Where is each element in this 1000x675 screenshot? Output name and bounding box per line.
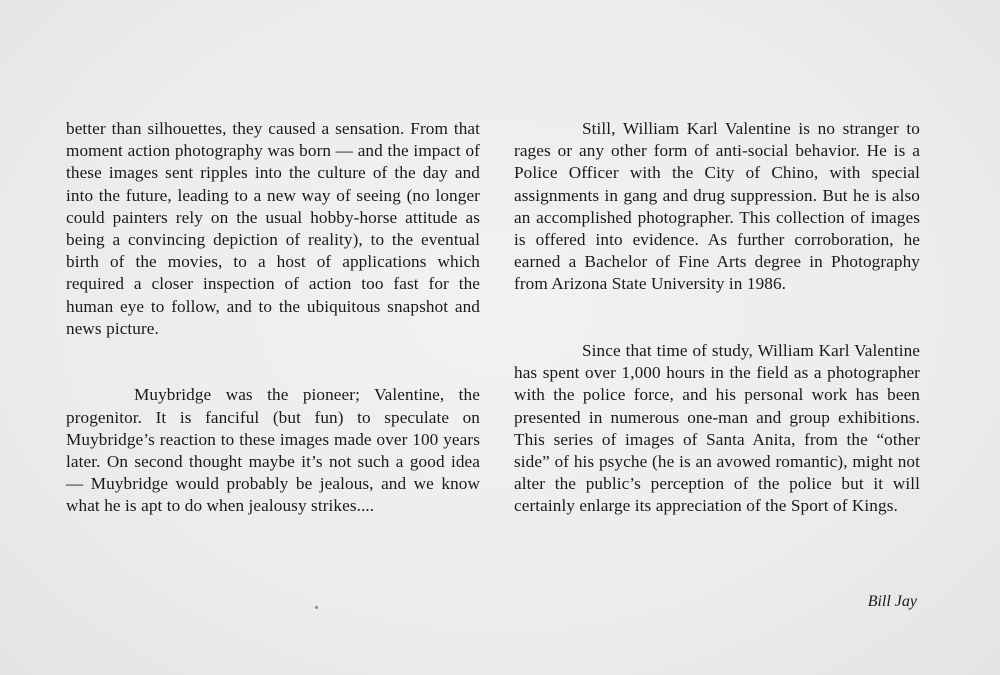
paragraph-gap bbox=[514, 318, 920, 340]
paragraph-gap bbox=[66, 362, 480, 384]
right-paragraph-1: Still, William Karl Valentine is no stranger to rages or any other form of anti-social behavior. He is a Police Officer with the City of Chino, with special assignments in gang and drug suppression. But he is also an accomplished photographer. This collection of images is offered into evidence. As further corroboration, he earned a Bachelor of Fine Arts degree in Photography from Arizona State University in 1986. bbox=[514, 119, 920, 294]
paragraph-gap bbox=[514, 296, 920, 318]
paragraph-gap bbox=[66, 340, 480, 362]
paper-speck bbox=[315, 606, 318, 609]
author-signature: Bill Jay bbox=[867, 593, 917, 610]
right-text-column bbox=[514, 118, 920, 518]
left-paragraph-1: better than silhouettes, they caused a sensation. From that moment action photography was born — and the impact of these images sent ripples into the culture of the day and into the future, leading to a new way of seeing (no longer could painters rely on the usual hobby-horse attitude as being a convincing depiction of reality), to the eventual birth of the movies, to a host of applications which required a closer inspection of action too fast for the human eye to follow, and to the ubiquitous snapshot and news picture. bbox=[66, 119, 480, 338]
left-paragraph-2: Muybridge was the pioneer; Valentine, the progenitor. It is fanciful (but fun) to speculate on Muybridge’s reaction to these images made over 100 years later. On second thought maybe it’s not such a good idea — Muybridge would probably be jealous, and we know what he is apt to do when jealousy strikes.... bbox=[66, 385, 480, 516]
left-text-column bbox=[66, 118, 480, 518]
right-paragraph-2: Since that time of study, William Karl Valentine has spent over 1,000 hours in the field as a photographer with the police force, and his personal work has been presented in numerous one-man and group exhibitions. This series of images of Santa Anita, from the “other side” of his psyche (he is an avowed romantic), might not alter the public’s perception of the police but it will certainly enlarge its appreciation of the Sport of Kings. bbox=[514, 341, 920, 516]
